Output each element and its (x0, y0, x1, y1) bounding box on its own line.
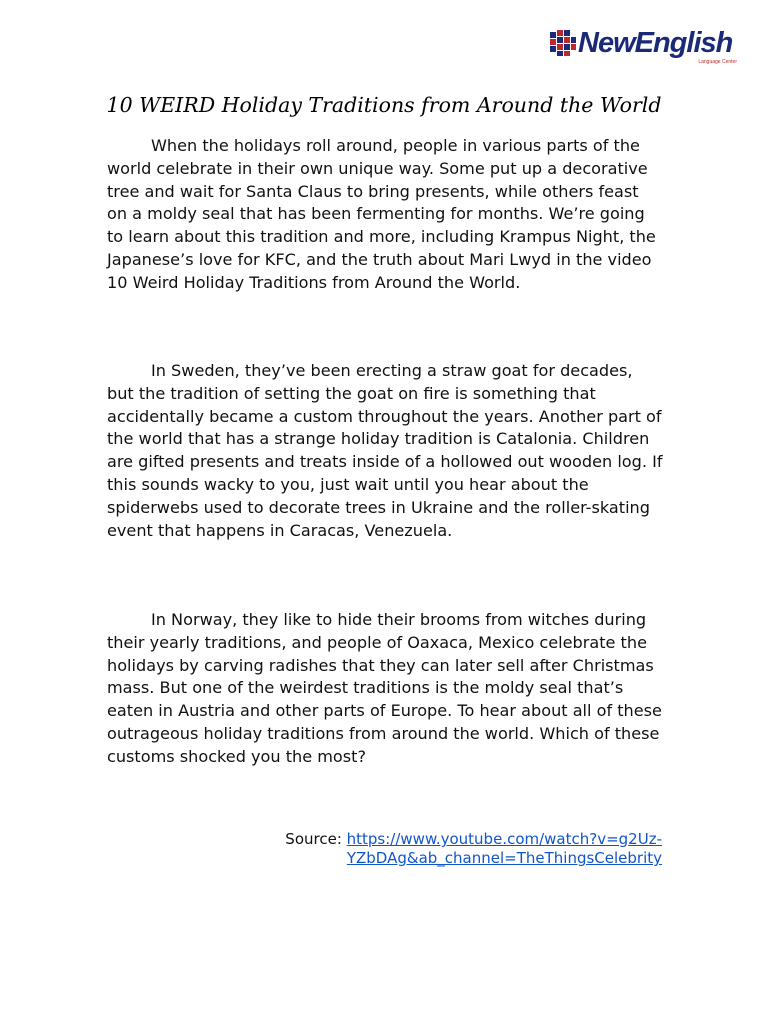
source-link[interactable] (347, 830, 662, 867)
logo-text: NewEnglish (578, 27, 733, 59)
source-link-line-2: YZbDAg&ab_channel=TheThingsCelebrity (346, 849, 662, 867)
source-link-line-1: https://www.youtube.com/watch?v=g2Uz- (346, 830, 662, 848)
source-citation (250, 830, 662, 868)
paragraph-2: In Sweden, they’ve been erecting a straw goat for decades, but the tradition of setting the goat on fire is something that accidentally became a custom throughout the years. Another part of the world that has a strange holiday tradition is Catalonia. Children are gifted presents and treats inside of a hollowed out wooden log. If this sounds wacky to you, just wait until you hear about the spiderwebs used to decorate trees in Ukraine and the roller-skating event that happens in Caracas, Venezuela. (107, 361, 663, 540)
paragraph-1: When the holidays roll around, people in various parts of the world celebrate in their own unique way. Some put up a decorative tree and wait for Santa Claus to bring presents, while others feast on a moldy seal that has been fermenting for months. We’re going to learn about this tradition and more, including Krampus Night, the Japanese’s love for KFC, and the truth about Mari Lwyd in the video 10 Weird Holiday Traditions from Around the World. (107, 136, 656, 292)
globe-grid-icon (548, 28, 578, 58)
brand-logo (548, 26, 743, 68)
paragraph-3: In Norway, they like to hide their brooms from witches during their yearly traditions, and people of Oaxaca, Mexico celebrate the holidays by carving radishes that they can later sell after Christmas mass. But one of the weirdest traditions is the moldy seal that’s eaten in Austria and other parts of Europe. To hear about all of these outrageous holiday traditions from around the world. Which of these customs shocked you the most? (107, 610, 662, 766)
source-label: Source: (285, 830, 347, 848)
page-title: 10 WEIRD Holiday Traditions from Around the World (106, 93, 662, 117)
logo-subtext: Language Center (698, 59, 737, 65)
